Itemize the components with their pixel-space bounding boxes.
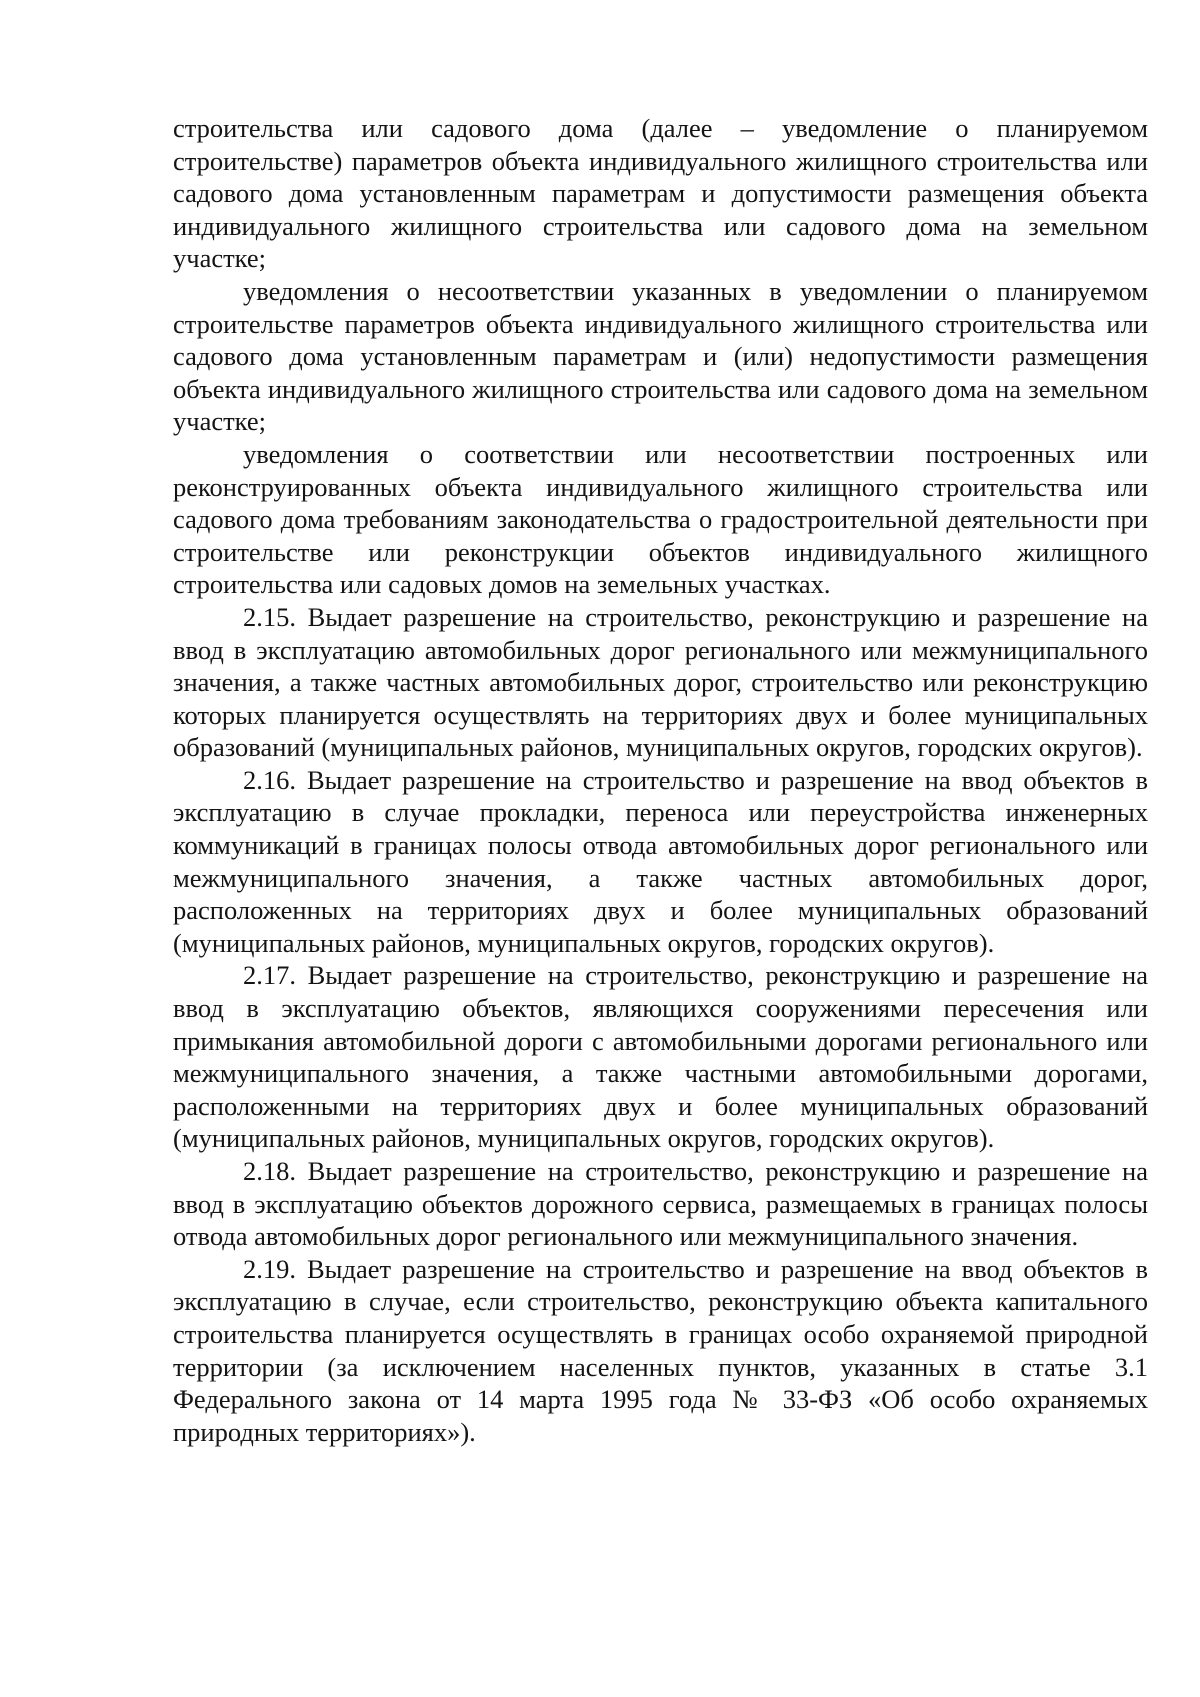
- paragraph-2-19: 2.19. Выдает разрешение на строительство и разрешение на ввод объектов в эксплуатацию в случае, если строительство, реконструкцию объекта капитального строительства планируется осуществлять в границах особо охраняемой природной территории (за исключением населенных пунктов, указанных в статье 3.1 Федерального закона от 14 марта 1995 года № 33-ФЗ «Об особо охраняемых природных территориях»).: [173, 1253, 1148, 1447]
- paragraph-2-17: 2.17. Выдает разрешение на строительство, реконструкцию и разрешение на ввод в эксплуатацию объектов, являющихся сооружениями пересечения или примыкания автомобильной дороги с автомобильными дорогами регионального или межмуниципального значения, а также частными автомобильными дорогами, расположенными на территориях двух и более муниципальных образований (муниципальных районов, муниципальных округов, городских округов).: [173, 960, 1148, 1154]
- paragraph-2-16: 2.16. Выдает разрешение на строительство и разрешение на ввод объектов в эксплуатацию в случае прокладки, переноса или переустройства инженерных коммуникаций в границах полосы отвода автомобильных дорог регионального или межмуниципального значения, а также частных автомобильных дорог, расположенных на территориях двух и более муниципальных образований (муниципальных районов, муниципальных округов, городских округов).: [173, 764, 1148, 958]
- paragraph-2-18: 2.18. Выдает разрешение на строительство, реконструкцию и разрешение на ввод в эксплуатацию объектов дорожного сервиса, размещаемых в границах полосы отвода автомобильных дорог регионального или межмуниципального значения.: [173, 1156, 1148, 1252]
- document-page: [173, 112, 1148, 1448]
- paragraph-2-15: 2.15. Выдает разрешение на строительство, реконструкцию и разрешение на ввод в эксплуатацию автомобильных дорог регионального или межмуниципального значения, а также частных автомобильных дорог, строительство или реконструкцию которых планируется осуществлять на территориях двух и более муниципальных образований (муниципальных районов, муниципальных округов, городских округов).: [173, 601, 1148, 763]
- paragraph-notice-built-objects: уведомления о соответствии или несоответствии построенных или реконструированных объекта индивидуального жилищного строительства или садового дома требованиям законодательства о градостроительной деятельности при строительстве или реконструкции объектов индивидуального жилищного строительства или садовых домов на земельных участках.: [173, 438, 1148, 600]
- paragraph-notice-nonconformity: уведомления о несоответствии указанных в уведомлении о планируемом строительстве параметров объекта индивидуального жилищного строительства или садового дома установленным параметрам и (или) недопустимости размещения объекта индивидуального жилищного строительства или садового дома на земельном участке;: [173, 275, 1148, 437]
- paragraph-notice-planned-construction: строительства или садового дома (далее – уведомление о планируемом строительстве) параметров объекта индивидуального жилищного строительства или садового дома установленным параметрам и допустимости размещения объекта индивидуального жилищного строительства или садового дома на земельном участке;: [173, 113, 1148, 274]
